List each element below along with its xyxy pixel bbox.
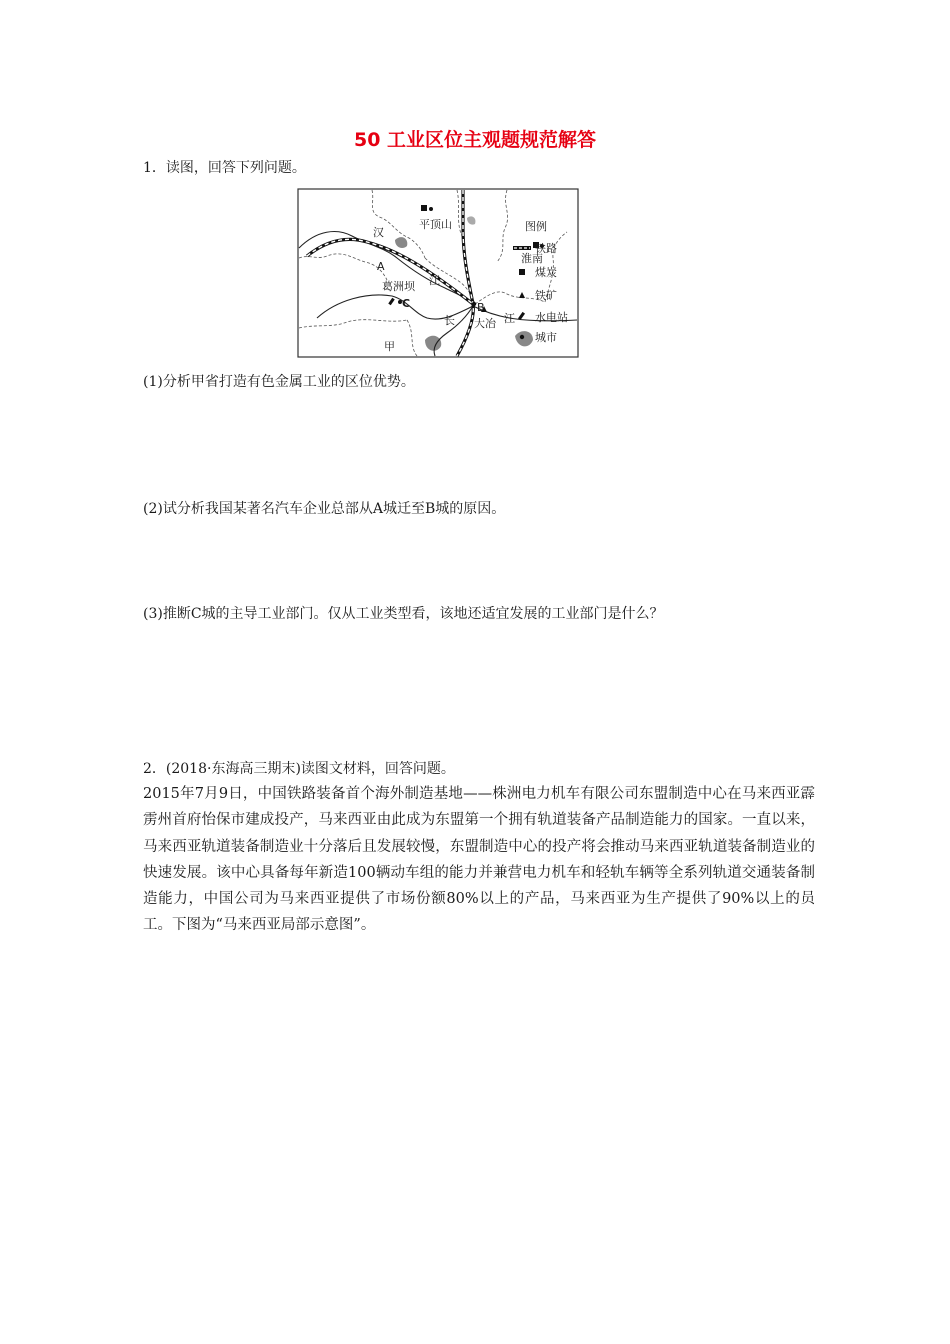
- legend-city: 城市: [535, 331, 557, 344]
- label-chang: 长: [444, 314, 455, 327]
- legend-hydro: 水电站: [535, 311, 568, 324]
- label-a: A: [377, 260, 385, 273]
- label-jia: 甲: [384, 340, 395, 353]
- label-daye: 大冶: [474, 317, 496, 330]
- q1-sub1: (1)分析甲省打造有色金属工业的区位优势。: [143, 374, 415, 390]
- label-huainan: 淮南: [521, 252, 543, 265]
- map-figure: [297, 188, 581, 360]
- label-c: C: [402, 297, 411, 310]
- legend-iron: 铁矿: [535, 289, 557, 302]
- label-pingdingshan: 平顶山: [419, 218, 452, 231]
- label-jiang1: 江: [429, 274, 440, 287]
- label-han: 汉: [373, 226, 384, 239]
- page-title: 50 工业区位主观题规范解答: [353, 129, 597, 151]
- legend-title-text: 图例: [525, 220, 547, 233]
- label-gezhouba: 葛洲坝: [382, 280, 415, 293]
- q1-sub3: (3)推断C城的主导工业部门。仅从工业类型看，该地还适宜发展的工业部门是什么？: [143, 606, 664, 622]
- q1-sub2: (2)试分析我国某著名汽车企业总部从A城迁至B城的原因。: [143, 501, 506, 517]
- q2-stem: 2．(2018·东海高三期末)读图文材料，回答问题。: [143, 761, 455, 777]
- label-b: B: [477, 301, 485, 314]
- q2-material: 2015年7月9日，中国铁路装备首个海外制造基地——株洲电力机车有限公司东盟制造中心在马来西亚霹雳州首府怡保市建成投产，马来西亚由此成为东盟第一个拥有轨道装备产品制造能力的国家。一直以来，马来西亚轨道装备制造业十分落后且发展较慢，东盟制造中心的投产将会推动马来西亚轨道装备制造业的快速发展。该中心具备每年新造100辆动车组的能力并兼营电力机车和轻轨车辆等全系列轨道交通装备制造能力，中国公司为马来西亚提供了市场份额80%以上的产品，马来西亚为生产提供了90%以上的员工。下图为“马来西亚局部示意图”。: [143, 786, 815, 934]
- legend-railway: 铁路: [535, 242, 557, 255]
- legend-coal: 煤炭: [535, 266, 557, 279]
- label-jiang2: 江: [504, 312, 515, 325]
- q1-stem: 1．读图，回答下列问题。: [143, 160, 306, 176]
